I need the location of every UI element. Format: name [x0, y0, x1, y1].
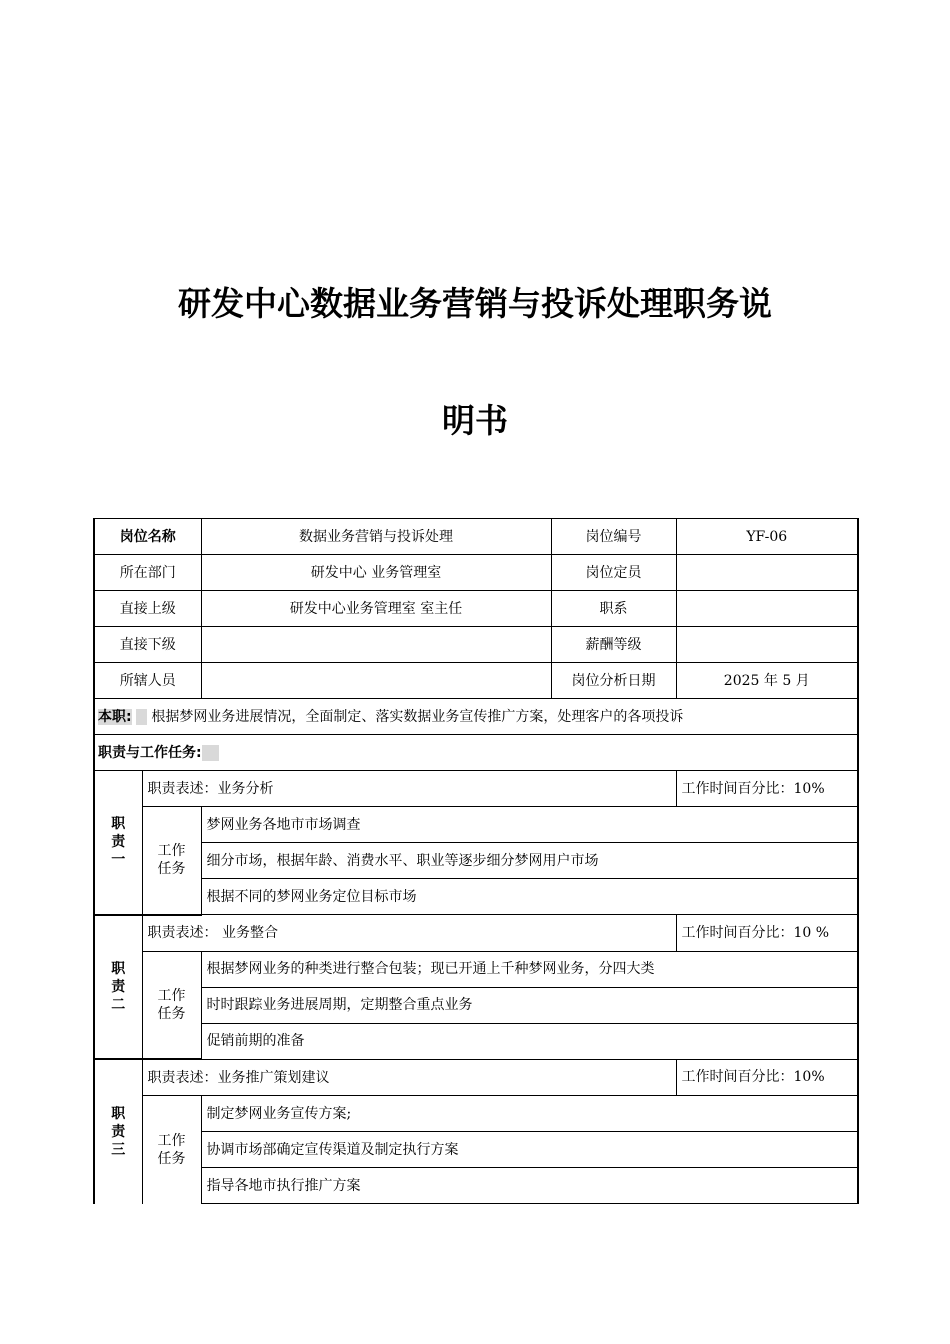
duty-2-task-2: 时时跟踪业务进展周期，定期整合重点业务: [201, 987, 858, 1023]
info-value: 数据业务营销与投诉处理: [201, 519, 551, 555]
duty-1-time-percentage: 工作时间百分比：10%: [676, 771, 858, 807]
duty-3-side-label: 职责三: [94, 1059, 142, 1204]
duty-1-task-3: 根据不同的梦网业务定位目标市场: [201, 879, 858, 915]
info-value: 研发中心 业务管理室: [201, 555, 551, 591]
duties-header-row: [94, 735, 858, 771]
info-row-staff: [94, 663, 858, 699]
duty-1-task-1: 梦网业务各地市市场调查: [201, 807, 858, 843]
duty-3-description: 职责表述：业务推广策划建议: [142, 1059, 676, 1096]
info-value: [201, 663, 551, 699]
core-duty-label: 本职:: [98, 708, 132, 725]
info-row-supervisor: [94, 591, 858, 627]
info-value: [676, 591, 858, 627]
info-value: 2025 年 5 月: [676, 663, 858, 699]
duty-1-task-row: [94, 843, 858, 879]
document-title-line-2: 明书: [442, 401, 508, 440]
info-row-subordinate: [94, 627, 858, 663]
duties-header: 职责与工作任务:: [98, 744, 202, 761]
info-row-position-name: [94, 519, 858, 555]
duty-2-side-label: 职责二: [94, 915, 142, 1060]
info-row-department: [94, 555, 858, 591]
core-duty-row: [94, 699, 858, 735]
duty-3-task-row: [94, 1096, 858, 1132]
duty-1-task-row: [94, 879, 858, 915]
duty-2-task-row: [94, 987, 858, 1023]
duty-2-time-percentage: 工作时间百分比：10 %: [676, 915, 858, 952]
info-label: 所在部门: [94, 555, 201, 591]
duty-2-task-3: 促销前期的准备: [201, 1023, 858, 1059]
info-value: 研发中心业务管理室 室主任: [201, 591, 551, 627]
duty-1-side-label: 职责一: [94, 771, 142, 915]
core-duty-text: 根据梦网业务进展情况，全面制定、落实数据业务宣传推广方案，处理客户的各项投诉: [151, 708, 684, 725]
duty-2-tasks-label: 工作任务: [142, 951, 201, 1059]
duty-1-task-row: [94, 807, 858, 843]
info-label: 薪酬等级: [551, 627, 676, 663]
info-label: 职系: [551, 591, 676, 627]
duty-3-task-1: 制定梦网业务宣传方案;: [201, 1096, 858, 1132]
core-duty-cell: [94, 699, 858, 735]
duty-2-description: 职责表述： 业务整合: [142, 915, 676, 952]
duty-3-tasks-label: 工作任务: [142, 1096, 201, 1204]
duty-3-task-2: 协调市场部确定宣传渠道及制定执行方案: [201, 1132, 858, 1168]
info-label: 岗位分析日期: [551, 663, 676, 699]
duties-header-cell: [94, 735, 858, 771]
duty-2-task-row: [94, 951, 858, 987]
info-label: 直接下级: [94, 627, 201, 663]
duty-1-tasks-label: 工作任务: [142, 807, 201, 915]
duty-3-task-3: 指导各地市执行推广方案: [201, 1168, 858, 1204]
info-value: YF-06: [676, 519, 858, 555]
duty-3-task-row: [94, 1168, 858, 1204]
info-label: 直接上级: [94, 591, 201, 627]
info-value: [676, 627, 858, 663]
info-label: 岗位名称: [94, 519, 201, 555]
info-value: [201, 627, 551, 663]
info-label: 岗位定员: [551, 555, 676, 591]
duty-2-desc-row: [94, 915, 858, 952]
info-value: [676, 555, 858, 591]
duty-3-task-row: [94, 1132, 858, 1168]
info-label: 所辖人员: [94, 663, 201, 699]
duty-1-desc-row: [94, 771, 858, 807]
duty-1-task-2: 细分市场，根据年龄、消费水平、职业等逐步细分梦网用户市场: [201, 843, 858, 879]
document-title-line-1: 研发中心数据业务营销与投诉处理职务说: [178, 284, 772, 323]
duty-2-task-1: 根据梦网业务的种类进行整合包装；现已开通上千种梦网业务，分四大类: [201, 951, 858, 987]
info-label: 岗位编号: [551, 519, 676, 555]
duty-3-time-percentage: 工作时间百分比：10%: [676, 1059, 858, 1096]
duty-1-description: 职责表述：业务分析: [142, 771, 676, 807]
duty-2-task-row: [94, 1023, 858, 1059]
duty-3-desc-row: [94, 1059, 858, 1096]
job-description-table: [93, 518, 859, 1204]
